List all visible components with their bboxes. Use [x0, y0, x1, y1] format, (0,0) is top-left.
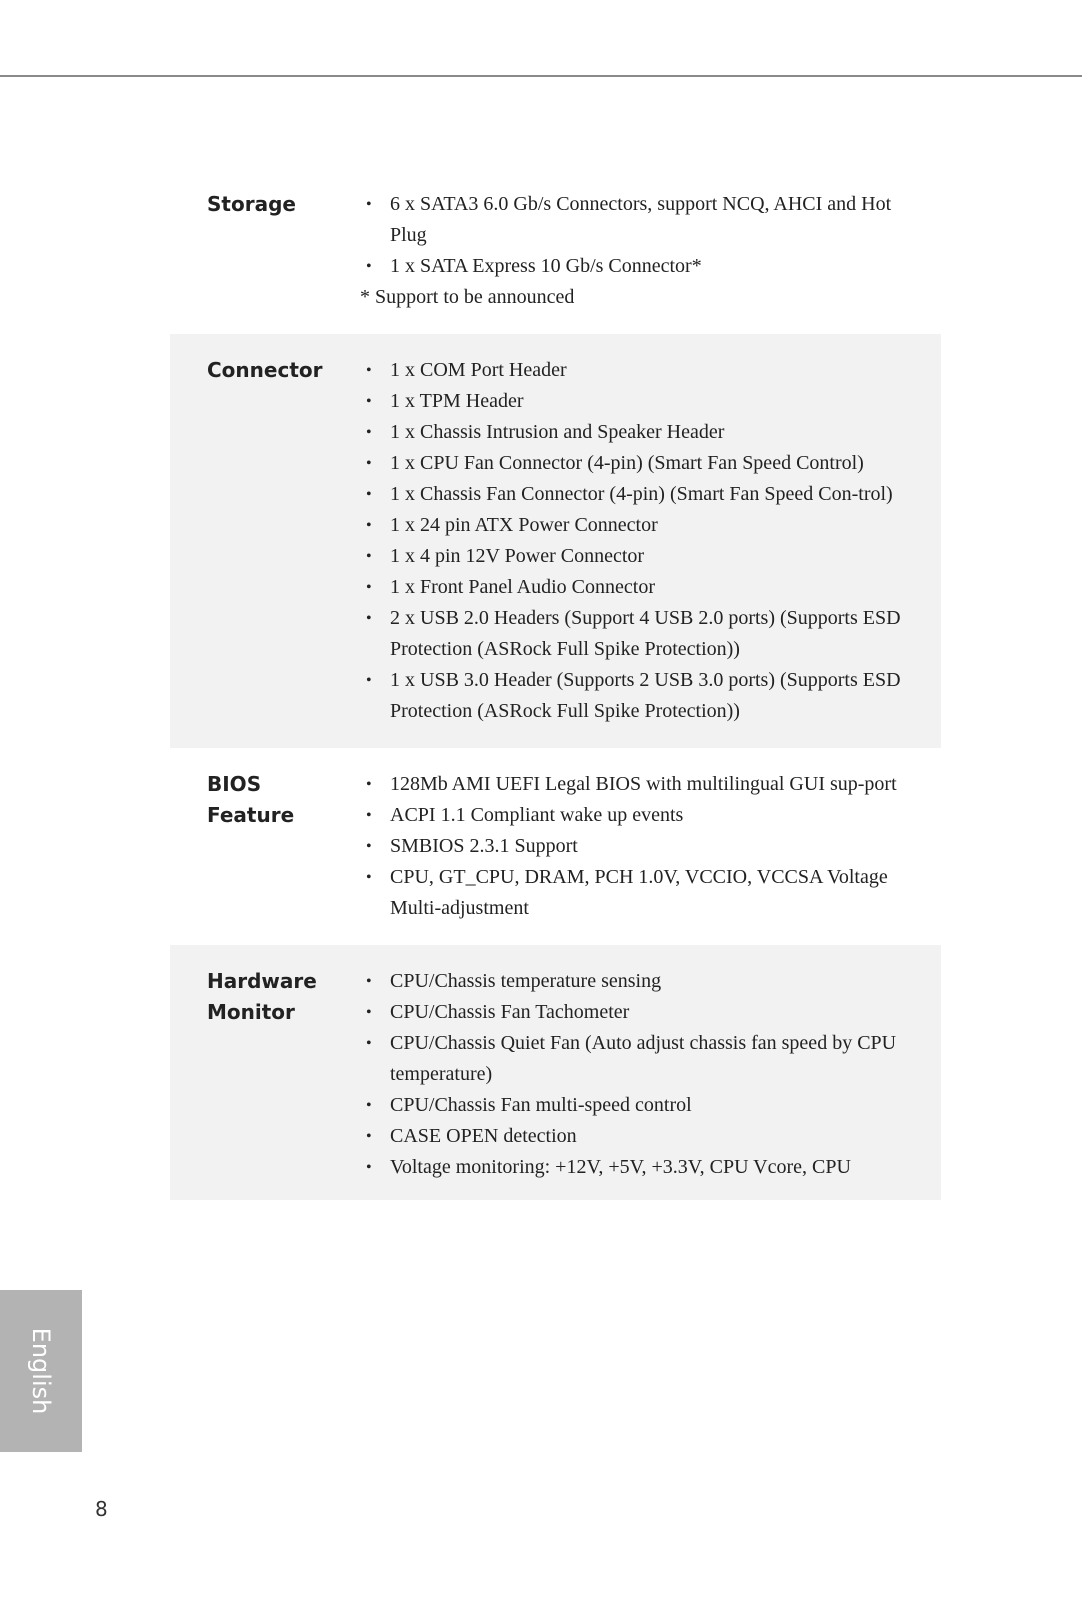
list-item-text: SMBIOS 2.3.1 Support	[390, 835, 578, 857]
list-item-text: 1 x SATA Express 10 Gb/s Connector*	[390, 255, 702, 277]
list-item-text: CPU/Chassis Fan multi-speed control	[390, 1094, 692, 1116]
spec-body-connector	[360, 355, 941, 727]
language-tab-label: English	[27, 1327, 55, 1415]
spec-row-bios	[170, 748, 941, 945]
list-item-text: 1 x TPM Header	[390, 390, 524, 412]
list-item	[360, 479, 919, 510]
list-item	[360, 665, 919, 727]
list-item-text: CASE OPEN detection	[390, 1125, 577, 1147]
spec-body-hardware-monitor	[360, 966, 941, 1183]
list-item	[360, 997, 919, 1028]
bullet-icon: •	[366, 1004, 372, 1021]
bullet-icon: •	[366, 424, 372, 441]
list-item-text: 1 x Chassis Intrusion and Speaker Header	[390, 421, 725, 443]
hardware-monitor-list	[360, 966, 919, 1183]
list-item	[360, 769, 919, 800]
spec-label-line: Monitor	[207, 1000, 295, 1024]
list-item-text: 6 x SATA3 6.0 Gb/s Connectors, support NCQ, AHCI and Hot Plug	[390, 193, 892, 246]
bullet-icon: •	[366, 807, 372, 824]
list-item	[360, 355, 919, 386]
list-item	[360, 966, 919, 997]
bullet-icon: •	[366, 1159, 372, 1176]
bullet-icon: •	[366, 455, 372, 472]
bullet-icon: •	[366, 973, 372, 990]
spec-label-line: Feature	[207, 803, 295, 827]
list-item-text: 1 x Front Panel Audio Connector	[390, 576, 655, 598]
list-item	[360, 831, 919, 862]
list-item-text: 2 x USB 2.0 Headers (Support 4 USB 2.0 ports) (Supports ESD Protection (ASRock Full Spike Protection))	[390, 607, 901, 660]
list-item	[360, 189, 919, 251]
list-item-text: 1 x CPU Fan Connector (4-pin) (Smart Fan Speed Control)	[390, 452, 864, 474]
list-item-text: Voltage monitoring: +12V, +5V, +3.3V, CPU Vcore, CPU	[390, 1156, 851, 1178]
language-side-tab	[0, 1290, 82, 1452]
list-item	[360, 541, 919, 572]
bullet-icon: •	[366, 869, 372, 886]
list-item	[360, 510, 919, 541]
bullet-icon: •	[366, 258, 372, 275]
list-item-text: 128Mb AMI UEFI Legal BIOS with multilingual GUI sup-port	[390, 773, 897, 795]
bullet-icon: •	[366, 776, 372, 793]
list-item-text: CPU/Chassis Fan Tachometer	[390, 1001, 630, 1023]
list-item-text: CPU, GT_CPU, DRAM, PCH 1.0V, VCCIO, VCCSA Voltage Multi-adjustment	[390, 866, 888, 919]
spec-label-connector: Connector	[207, 358, 323, 382]
bullet-icon: •	[366, 838, 372, 855]
list-item	[360, 800, 919, 831]
spec-label-line: BIOS	[207, 772, 262, 796]
list-item-text: 1 x COM Port Header	[390, 359, 567, 381]
list-item	[360, 1028, 919, 1090]
spec-label-bios	[207, 769, 360, 924]
spec-body-storage	[360, 189, 941, 313]
bullet-icon: •	[366, 196, 372, 213]
list-item	[360, 572, 919, 603]
bullet-icon: •	[366, 672, 372, 689]
list-item	[360, 386, 919, 417]
spec-label-line: Hardware	[207, 969, 317, 993]
storage-footnote: * Support to be announced	[360, 286, 575, 308]
spec-label-hardware-monitor	[207, 966, 360, 1183]
specification-table	[170, 185, 941, 1200]
list-item	[360, 862, 919, 924]
spec-label-storage: Storage	[207, 192, 296, 216]
list-item-text: 1 x USB 3.0 Header (Supports 2 USB 3.0 ports) (Supports ESD Protection (ASRock Full Spike Protection))	[390, 669, 901, 722]
connector-list	[360, 355, 919, 727]
spec-row-connector	[170, 334, 941, 748]
list-item	[360, 417, 919, 448]
bullet-icon: •	[366, 517, 372, 534]
bullet-icon: •	[366, 1035, 372, 1052]
spec-body-bios	[360, 769, 941, 924]
list-item-text: CPU/Chassis Quiet Fan (Auto adjust chassis fan speed by CPU temperature)	[390, 1032, 897, 1085]
bullet-icon: •	[366, 548, 372, 565]
bullet-icon: •	[366, 393, 372, 410]
list-item	[360, 1090, 919, 1121]
bullet-icon: •	[366, 1128, 372, 1145]
list-item-text: CPU/Chassis temperature sensing	[390, 970, 662, 992]
bios-list	[360, 769, 919, 924]
spec-row-storage	[170, 185, 941, 334]
list-item	[360, 251, 919, 282]
list-item-text: 1 x Chassis Fan Connector (4-pin) (Smart Fan Speed Con-trol)	[390, 483, 893, 505]
header-rule	[0, 75, 1082, 77]
spec-row-hardware-monitor	[170, 945, 941, 1200]
page-number: 8	[95, 1497, 108, 1521]
list-item-text: ACPI 1.1 Compliant wake up events	[390, 804, 684, 826]
list-item	[360, 603, 919, 665]
bullet-icon: •	[366, 1097, 372, 1114]
list-item-text: 1 x 4 pin 12V Power Connector	[390, 545, 645, 567]
bullet-icon: •	[366, 362, 372, 379]
storage-list	[360, 189, 919, 282]
list-item-text: 1 x 24 pin ATX Power Connector	[390, 514, 658, 536]
bullet-icon: •	[366, 610, 372, 627]
bullet-icon: •	[366, 579, 372, 596]
list-item	[360, 1121, 919, 1152]
bullet-icon: •	[366, 486, 372, 503]
list-item	[360, 1152, 919, 1183]
list-item	[360, 448, 919, 479]
